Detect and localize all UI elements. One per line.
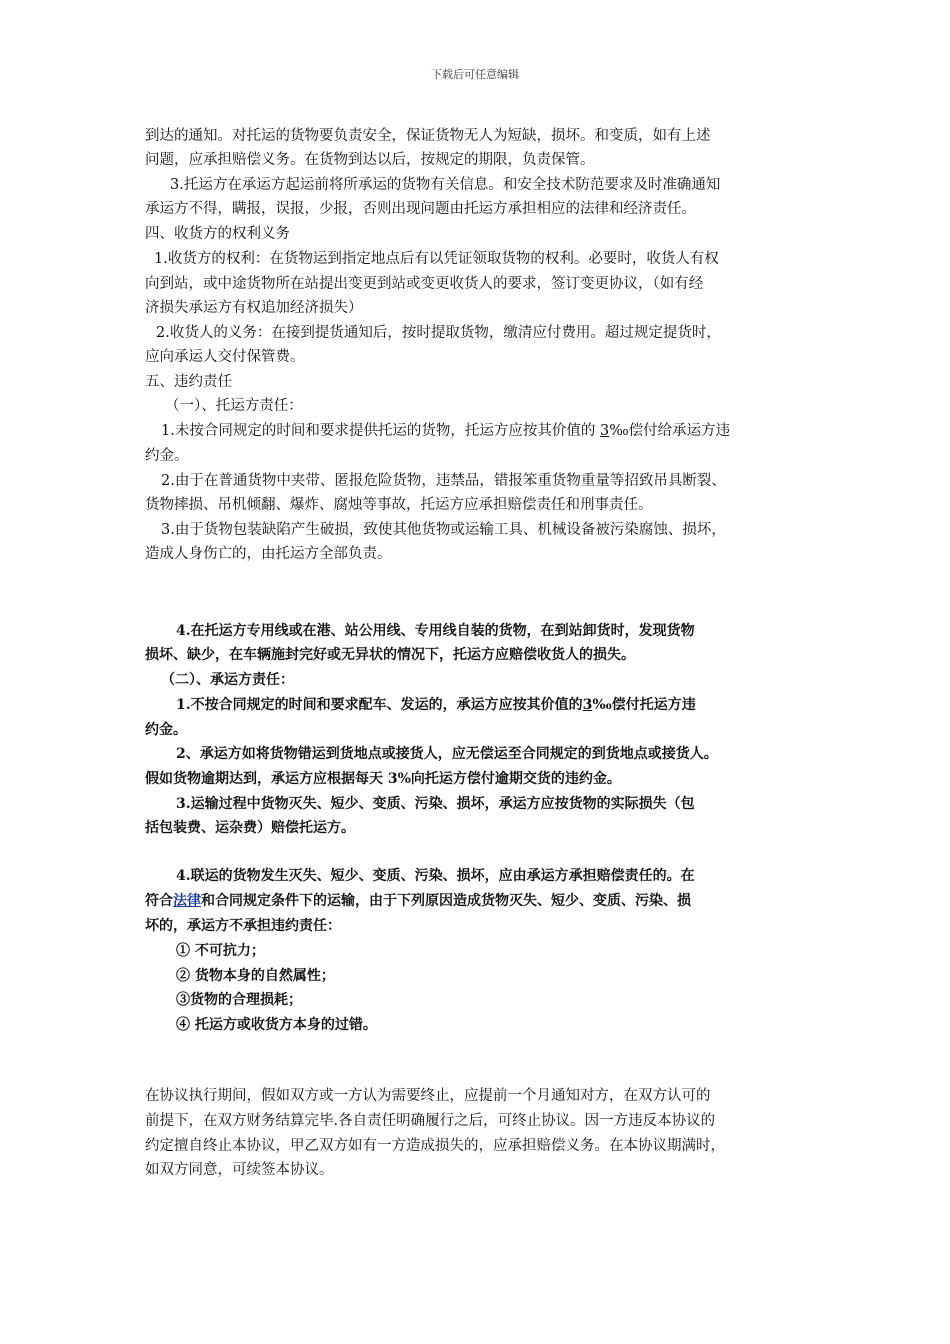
paragraph-line: 应向承运人交付保管费。 xyxy=(145,349,305,365)
section-heading: 四、收货方的权利义务 xyxy=(145,226,290,242)
paragraph-line: 假如货物逾期达到，承运方应根据每天 3%向托运方偿付逾期交货的违约金。 xyxy=(145,771,621,787)
paragraph-line: 济损失承运方有权追加经济损失） xyxy=(145,300,363,316)
paragraph-line: 向到站，或中途货物所在站提出变更到站或变更收货人的要求，签订变更协议，（如有经 xyxy=(145,276,704,292)
paragraph-line: 1.未按合同规定的时间和要求提供托运的货物，托运方应按其价值的 3‰偿付给承运方违 xyxy=(161,423,731,439)
paragraph-line: 到达的通知。对托运的货物要负责安全，保证货物无人为短缺，损坏。和变质，如有上述 xyxy=(145,128,711,144)
paragraph-line: 坏的，承运方不承担违约责任： xyxy=(145,918,341,934)
paragraph-line: 损坏、缺少，在车辆施封完好或无异状的情况下，托运方应赔偿收货人的损失。 xyxy=(145,647,635,663)
paragraph-line: 承运方不得，瞒报，误报，少报，否则出现问题由托运方承担相应的法律和经济责任。 xyxy=(145,201,696,217)
paragraph-line: 约金。 xyxy=(145,722,187,738)
list-item: ③货物的合理损耗； xyxy=(176,992,302,1008)
subsection-heading: （二）、承运方责任： xyxy=(161,672,294,688)
paragraph-line: 2.由于在普通货物中夹带、匿报危险货物，违禁品，错报笨重货物重量等招致吊具断裂、 xyxy=(161,473,726,489)
paragraph-line: 3.托运方在承运方起运前将所承运的货物有关信息。和安全技术防范要求及时准确通知 xyxy=(170,177,721,193)
paragraph-line: 4.联运的货物发生灭失、短少、变质、污染、损坏，应由承运方承担赔偿责任的。在 xyxy=(176,868,695,884)
paragraph-line: 括包装费、运杂费）赔偿托运方。 xyxy=(145,820,355,836)
paragraph-line: 问题，应承担赔偿义务。在货物到达以后，按规定的期限，负责保管。 xyxy=(145,152,595,168)
paragraph-line: 在协议执行期间，假如双方或一方认为需要终止，应提前一个月通知对方，在双方认可的 xyxy=(145,1088,711,1104)
list-item: ④ 托运方或收货方本身的过错。 xyxy=(176,1017,377,1033)
paragraph-line: 3.由于货物包装缺陷产生破损，致使其他货物或运输工具、机械设备被污染腐蚀、损坏， xyxy=(161,522,726,538)
law-link[interactable]: 法律 xyxy=(173,893,201,909)
list-item: ① 不可抗力； xyxy=(176,943,265,959)
subsection-heading: （一）、托运方责任： xyxy=(165,398,303,414)
section-heading: 五、违约责任 xyxy=(145,374,232,390)
paragraph-line: 符合法律和合同规定条件下的运输，由于下列原因造成货物灭失、短少、变质、污染、损 xyxy=(145,893,691,909)
paragraph-line: 1.不按合同规定的时间和要求配车、发运的，承运方应按其价值的3‰偿付托运方违 xyxy=(176,697,696,713)
paragraph-line: 2、承运方如将货物错运到货地点或接货人，应无偿运至合同规定的到货地点或接货人。 xyxy=(176,746,718,762)
paragraph-line: 2.收货人的义务：在接到提货通知后，按时提取货物，缴清应付费用。超过规定提货时， xyxy=(156,325,721,341)
paragraph-line: 如双方同意，可续签本协议。 xyxy=(145,1162,334,1178)
paragraph-line: 约金。 xyxy=(145,448,189,464)
paragraph-line: 约定擅自终止本协议，甲乙双方如有一方造成损失的，应承担赔偿义务。在本协议期满时， xyxy=(145,1138,725,1154)
page-header: 下载后可任意编辑 xyxy=(431,68,519,81)
list-item: ② 货物本身的自然属性； xyxy=(176,968,335,984)
paragraph-line: 造成人身伤亡的，由托运方全部负责。 xyxy=(145,546,392,562)
paragraph-line: 1.收货方的权利：在货物运到指定地点后有以凭证领取货物的权利。必要时，收货人有权 xyxy=(154,251,719,267)
paragraph-line: 前提下，在双方财务结算完毕.各自责任明确履行之后，可终止协议。因一方违反本协议的 xyxy=(145,1113,716,1129)
paragraph-line: 货物摔损、吊机倾翻、爆炸、腐烛等事故，托运方应承担赔偿责任和刑事责任。 xyxy=(145,497,653,513)
paragraph-line: 3.运输过程中货物灭失、短少、变质、污染、损坏，承运方应按货物的实际损失（包 xyxy=(176,796,695,812)
paragraph-line: 4.在托运方专用线或在港、站公用线、专用线自装的货物，在到站卸货时，发现货物 xyxy=(176,623,695,639)
